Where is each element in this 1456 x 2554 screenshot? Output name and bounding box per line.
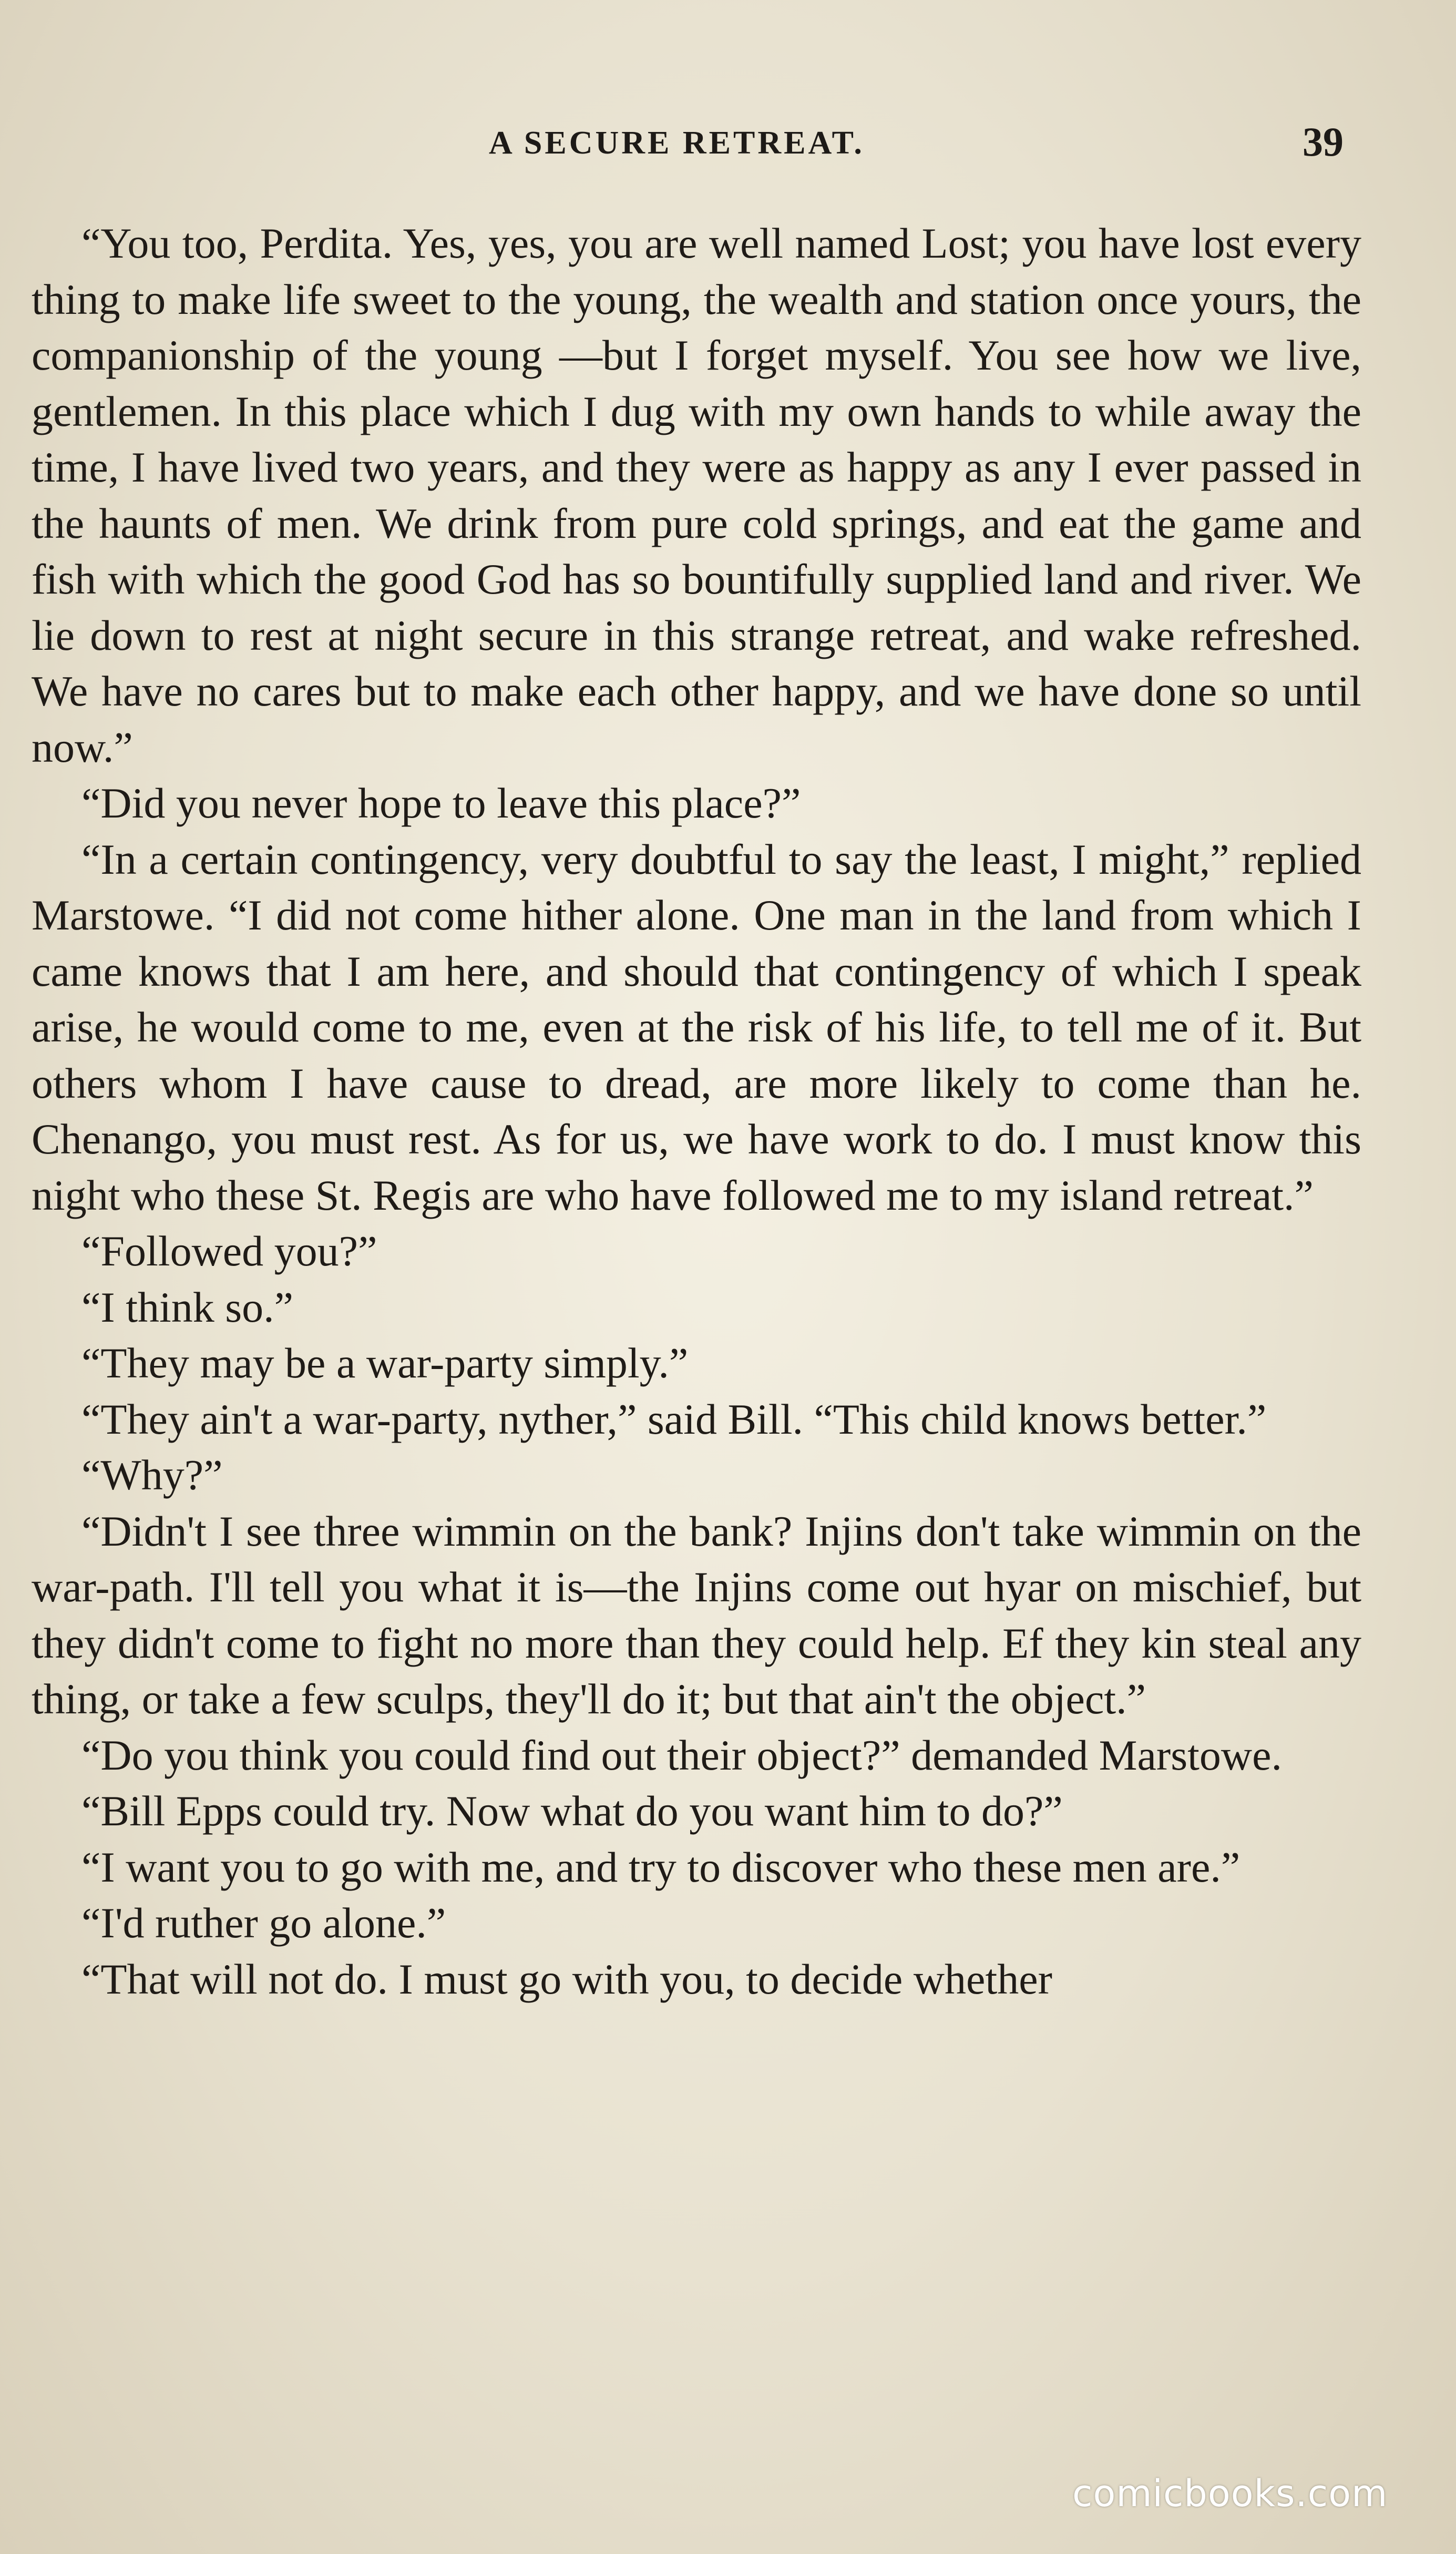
site-watermark: comicbooks.com: [1072, 2472, 1388, 2515]
paragraph: “That will not do. I must go with you, to decide whether: [81, 1955, 1052, 2003]
paragraph: “In a certain contingency, very doubtful to say the least, I might,” replied Marstowe. “I did not come hither alone. One man in the land from which I came knows that I am here, and should that contingency of which I speak arise, he would come to me, even at the risk of his life, to tell me of it. But others whom I have cause to dread, are more likely to come than he. Chenango, you must rest. As for us, we have work to do. I must know this night who these St. Regis are who have followed me to my island retreat.”: [32, 835, 1361, 1219]
paragraph: “They may be a war-party simply.”: [81, 1339, 689, 1387]
body-text: [32, 216, 1361, 2007]
paragraph: “Why?”: [81, 1451, 223, 1499]
paragraph: “Didn't I see three wimmin on the bank? Injins don't take wimmin on the war-path. I'll tell you what it is—the Injins come out hyar on mischief, but they didn't come to fight no more than they could help. Ef they kin steal any thing, or take a few sculps, they'll do it; but that ain't the object.”: [32, 1507, 1361, 1723]
running-head: A SECURE RETREAT.: [489, 125, 865, 161]
paragraph: “I want you to go with me, and try to discover who these men are.”: [81, 1843, 1240, 1891]
page-number: 39: [1303, 119, 1344, 165]
paragraph: “Bill Epps could try. Now what do you want him to do?”: [81, 1787, 1063, 1835]
paragraph: “I'd ruther go alone.”: [81, 1899, 446, 1947]
paragraph: “They ain't a war-party, nyther,” said Bill. “This child knows better.”: [81, 1395, 1267, 1443]
paragraph: “Followed you?”: [81, 1227, 377, 1275]
paragraph: “Did you never hope to leave this place?”: [81, 779, 801, 827]
paragraph: “You too, Perdita. Yes, yes, you are well named Lost; you have lost every thing to make life sweet to the young, the wealth and station once yours, the companionship of the young —but I forget myself. You see how we live, gentlemen. In this place which I dug with my own hands to while away the time, I have lived two years, and they were as happy as any I ever passed in the haunts of men. We drink from pure cold springs, and eat the game and fish with which the good God has so bountifully supplied land and river. We lie down to rest at night secure in this strange retreat, and wake refreshed. We have no cares but to make each other happy, and we have done so until now.”: [32, 219, 1361, 771]
paragraph: “Do you think you could find out their object?” demanded Marstowe.: [81, 1731, 1283, 1779]
page-header: [0, 113, 1456, 171]
paragraph: “I think so.”: [81, 1283, 294, 1331]
